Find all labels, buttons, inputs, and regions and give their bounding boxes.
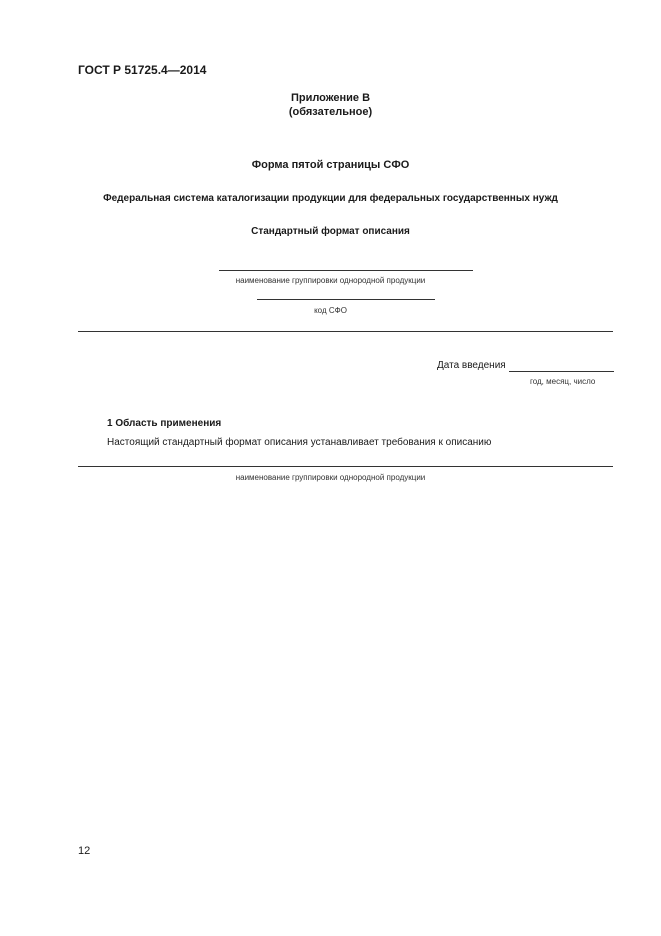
appendix-title: Приложение В [290,92,371,104]
separator-line [78,331,613,332]
date-caption: год, месяц, число [530,377,596,386]
form-title: Форма пятой страницы СФО [251,159,410,171]
section-line [78,466,613,467]
section-text: Настоящий стандартный формат описания устанавливает требования к описанию [107,437,492,448]
section-heading: 1 Область применения [107,418,222,429]
section-caption: наименование группировки однородной продукции [235,473,426,482]
appendix-status: (обязательное) [288,106,373,118]
document-code: ГОСТ Р 51725.4—2014 [78,63,207,77]
system-title: Федеральная система каталогизации продукции для федеральных государственных нужд [103,193,558,204]
group-name-caption: наименование группировки однородной продукции [235,276,426,285]
date-label: Дата введения [437,360,506,371]
date-line [509,371,614,372]
code-caption: код СФО [314,306,347,315]
code-line [257,299,435,300]
appendix-heading [0,91,661,119]
format-title: Стандартный формат описания [251,226,410,237]
page-number: 12 [78,845,91,857]
group-name-line [219,270,473,271]
